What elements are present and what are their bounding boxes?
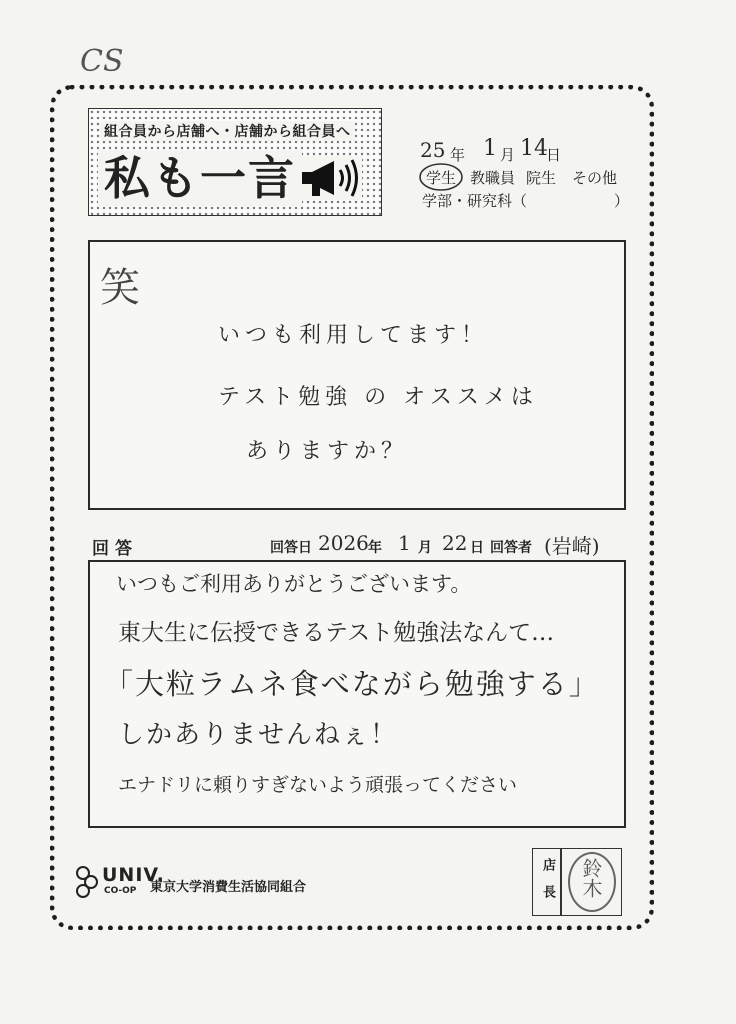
- answer-label: 回答: [92, 539, 138, 559]
- logo-sub: CO-OP: [104, 886, 137, 896]
- message-box: [88, 240, 626, 510]
- affiliation-staff[interactable]: 教職員: [470, 169, 516, 187]
- answer-line-4: しかありませんねぇ！: [118, 720, 399, 750]
- faculty-close: ）: [614, 192, 630, 210]
- answer-month: 1: [398, 531, 411, 555]
- answer-line-5: エナドリに頼りすぎないよう頑張ってください: [118, 774, 518, 796]
- affiliation-student[interactable]: 学生: [426, 169, 457, 187]
- responder-label: 回答者: [490, 540, 532, 556]
- logo-text: UNIV.: [102, 864, 165, 886]
- header-subtitle: 組合員から店舗へ・店舗から組合員へ: [100, 121, 355, 141]
- sender-name: 笑: [100, 265, 140, 311]
- date-year-unit: 年: [450, 146, 466, 164]
- date-month-unit: 月: [500, 146, 516, 164]
- message-line-2: テスト勉強 の オススメは: [218, 385, 538, 410]
- date-day: 14: [520, 136, 548, 161]
- answer-day: 22: [442, 531, 468, 555]
- stamp-label: 店長: [540, 858, 555, 912]
- message-line-3: ありますか？: [246, 439, 409, 464]
- answer-year: 2026: [318, 531, 369, 555]
- answer-year-unit: 年: [368, 540, 382, 556]
- answer-line-1: いつもご利用ありがとうございます。: [116, 572, 472, 596]
- affiliation-other[interactable]: その他: [572, 169, 618, 187]
- seal-text: 鈴木: [579, 858, 603, 898]
- date-month: 1: [483, 136, 497, 161]
- organization-name: 東京大学消費生活協同組合: [150, 880, 307, 895]
- date-year: 25: [420, 138, 446, 162]
- answer-line-3: 「大粒ラムネ食べながら勉強する」: [104, 667, 600, 701]
- megaphone-icon: [298, 156, 362, 200]
- answer-day-unit: 日: [470, 540, 484, 556]
- header-title: 私も一言: [98, 150, 302, 206]
- responder-name: (岩崎): [544, 534, 600, 558]
- answer-date-label: 回答日: [270, 540, 312, 556]
- coop-logo-icon: [74, 864, 100, 900]
- answer-month-unit: 月: [418, 540, 432, 556]
- stamp-divider: [560, 848, 562, 916]
- faculty-label: 学部・研究科（: [422, 192, 528, 210]
- date-day-unit: 日: [546, 146, 562, 164]
- affiliation-graduate[interactable]: 院生: [526, 169, 557, 187]
- corner-mark: CS: [80, 44, 124, 79]
- selected-circle: [418, 162, 464, 192]
- message-line-1: いつも利用してます！: [218, 323, 489, 348]
- answer-line-2: 東大生に伝授できるテスト勉強法なんて…: [118, 620, 555, 646]
